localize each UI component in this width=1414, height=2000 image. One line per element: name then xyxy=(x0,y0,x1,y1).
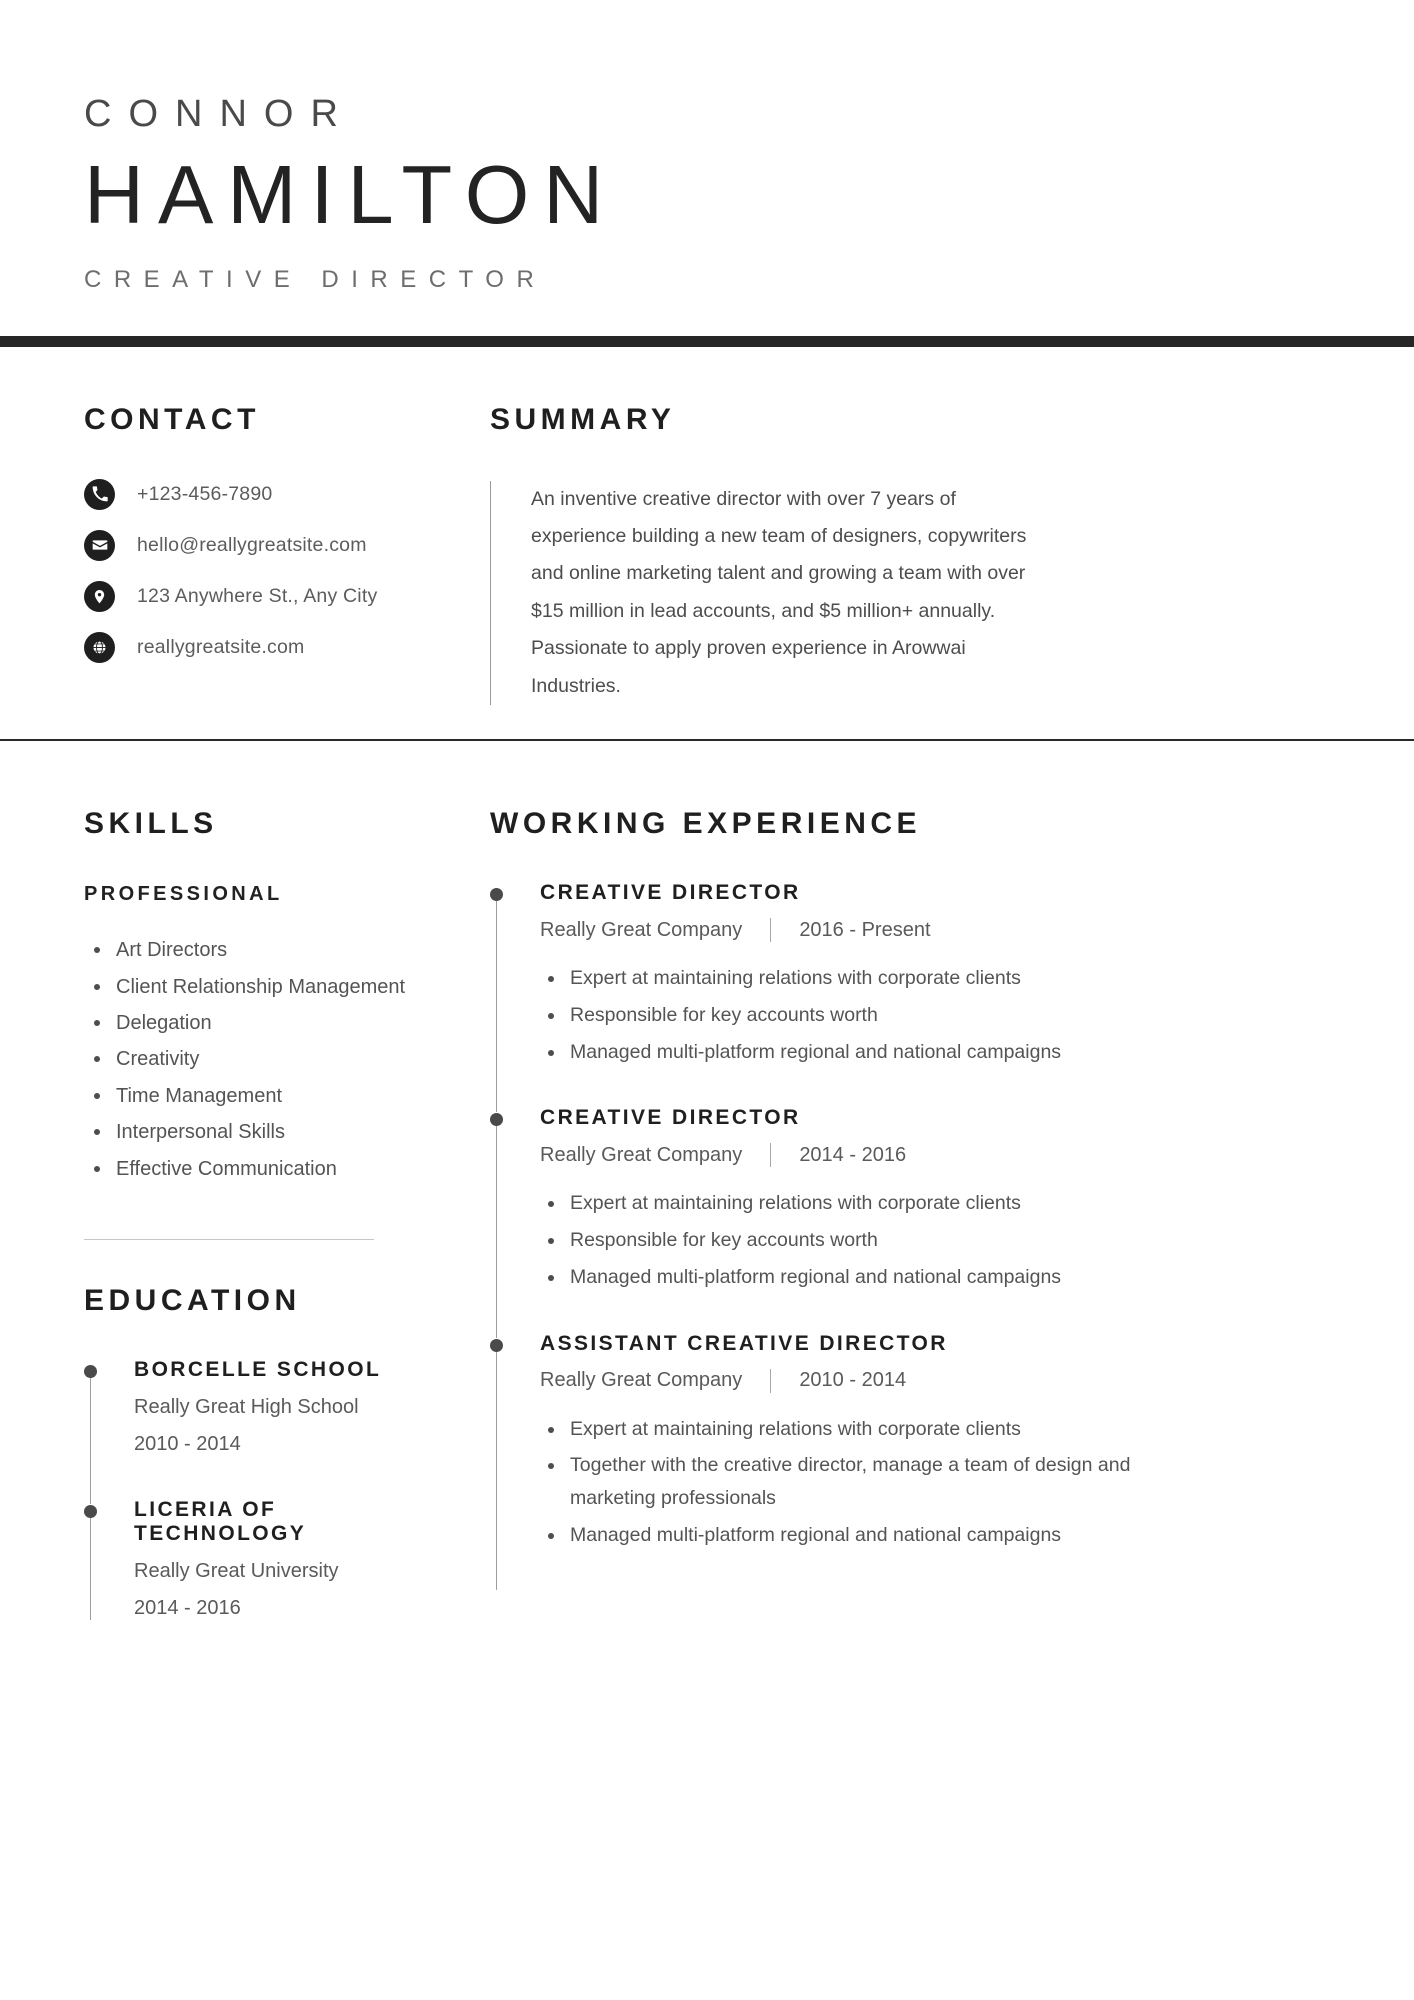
timeline-dot xyxy=(84,1505,97,1518)
list-item: Delegation xyxy=(84,1005,435,1041)
contact-item-email[interactable] xyxy=(84,530,435,561)
header-divider xyxy=(0,336,1414,347)
experience-company: Really Great Company xyxy=(540,1369,743,1392)
contact-value: hello@reallygreatsite.com xyxy=(137,533,367,556)
list-item: Expert at maintaining relations with corporate clients xyxy=(540,962,1140,995)
experience-meta xyxy=(540,1143,1344,1167)
timeline-line xyxy=(496,1119,497,1337)
list-item: Together with the creative director, manage a team of design and marketing professionals xyxy=(540,1449,1140,1515)
first-name: CONNOR xyxy=(84,93,355,135)
contact-item-address[interactable] xyxy=(84,581,435,612)
education-entry xyxy=(84,1358,435,1498)
experience-bullets xyxy=(540,1187,1344,1293)
resume-header xyxy=(0,0,1414,294)
list-item: Creativity xyxy=(84,1041,435,1077)
education-school: LICERIA OF TECHNOLOGY xyxy=(134,1497,307,1545)
list-item: Responsible for key accounts worth xyxy=(540,999,1140,1032)
contact-list xyxy=(84,479,435,663)
summary-column xyxy=(455,347,1414,706)
experience-bullets xyxy=(540,962,1344,1068)
education-program: Really Great University xyxy=(134,1559,339,1582)
list-item: Interpersonal Skills xyxy=(84,1114,435,1150)
skills-section xyxy=(84,741,435,1240)
meta-separator xyxy=(770,918,771,942)
education-dates: 2010 - 2014 xyxy=(134,1432,241,1455)
list-item: Managed multi-platform regional and national campaigns xyxy=(540,1036,1140,1069)
experience-entry xyxy=(490,1332,1344,1590)
meta-separator xyxy=(770,1369,771,1393)
experience-heading: WORKING EXPERIENCE xyxy=(490,807,922,841)
skills-education-column xyxy=(0,741,455,1620)
timeline-dot xyxy=(84,1365,97,1378)
skills-heading: SKILLS xyxy=(84,807,218,841)
list-item: Expert at maintaining relations with corporate clients xyxy=(540,1187,1140,1220)
timeline-dot xyxy=(490,1113,503,1126)
experience-timeline xyxy=(490,881,1344,1590)
experience-company: Really Great Company xyxy=(540,1143,743,1166)
contact-value: 123 Anywhere St., Any City xyxy=(137,584,378,607)
contact-item-website[interactable] xyxy=(84,632,435,663)
meta-separator xyxy=(770,1143,771,1167)
summary-heading: SUMMARY xyxy=(490,402,676,436)
experience-company: Really Great Company xyxy=(540,918,743,941)
summary-section xyxy=(490,347,1344,706)
experience-section xyxy=(490,741,1344,1590)
list-item: Responsible for key accounts worth xyxy=(540,1224,1140,1257)
contact-column xyxy=(0,347,455,706)
experience-role: CREATIVE DIRECTOR xyxy=(540,1106,801,1130)
education-school: BORCELLE SCHOOL xyxy=(134,1357,382,1381)
envelope-icon xyxy=(84,530,115,561)
list-item: Art Directors xyxy=(84,932,435,968)
list-item: Client Relationship Management xyxy=(84,969,435,1005)
timeline-dot xyxy=(490,888,503,901)
skills-subheading: PROFESSIONAL xyxy=(84,883,283,906)
experience-dates: 2014 - 2016 xyxy=(799,1143,907,1166)
timeline-line xyxy=(496,1345,497,1590)
experience-role: CREATIVE DIRECTOR xyxy=(540,881,801,905)
timeline-dot xyxy=(490,1339,503,1352)
location-pin-icon xyxy=(84,581,115,612)
experience-meta xyxy=(540,918,1344,942)
contact-heading: CONTACT xyxy=(84,402,260,436)
experience-column xyxy=(455,741,1414,1620)
lower-columns xyxy=(0,741,1414,1620)
phone-icon xyxy=(84,479,115,510)
experience-entry xyxy=(490,1106,1344,1331)
contact-section xyxy=(84,347,435,663)
top-columns xyxy=(0,347,1414,706)
summary-text: An inventive creative director with over 7 years of experience building a new team of designers, copywriters and online marketing talent and growing a team with over $15 million in lead accounts, and $5 million+ annually. Passionate to apply proven experience in Arowwai Industries. xyxy=(531,487,1027,697)
list-item: Managed multi-platform regional and national campaigns xyxy=(540,1519,1140,1552)
timeline-line xyxy=(90,1371,91,1504)
contact-item-phone[interactable] xyxy=(84,479,435,510)
job-title: CREATIVE DIRECTOR xyxy=(84,265,547,293)
education-entry xyxy=(84,1498,435,1620)
experience-role: ASSISTANT CREATIVE DIRECTOR xyxy=(540,1331,948,1355)
education-heading: EDUCATION xyxy=(84,1283,301,1317)
contact-value: reallygreatsite.com xyxy=(137,635,305,658)
experience-dates: 2010 - 2014 xyxy=(799,1369,907,1392)
last-name: HAMILTON xyxy=(84,147,618,241)
list-item: Expert at maintaining relations with corporate clients xyxy=(540,1413,1140,1446)
contact-value: +123-456-7890 xyxy=(137,482,273,505)
timeline-line xyxy=(90,1511,91,1620)
skills-list xyxy=(84,932,435,1187)
timeline-line xyxy=(496,894,497,1112)
summary-body xyxy=(490,481,1344,706)
experience-bullets xyxy=(540,1413,1344,1552)
experience-meta xyxy=(540,1369,1344,1393)
education-section xyxy=(84,1240,435,1620)
list-item: Time Management xyxy=(84,1078,435,1114)
globe-icon xyxy=(84,632,115,663)
list-item: Effective Communication xyxy=(84,1151,435,1187)
education-timeline xyxy=(84,1358,435,1620)
experience-dates: 2016 - Present xyxy=(799,918,931,941)
list-item: Managed multi-platform regional and national campaigns xyxy=(540,1261,1140,1294)
experience-entry xyxy=(490,881,1344,1106)
education-program: Really Great High School xyxy=(134,1395,359,1418)
education-dates: 2014 - 2016 xyxy=(134,1596,241,1619)
